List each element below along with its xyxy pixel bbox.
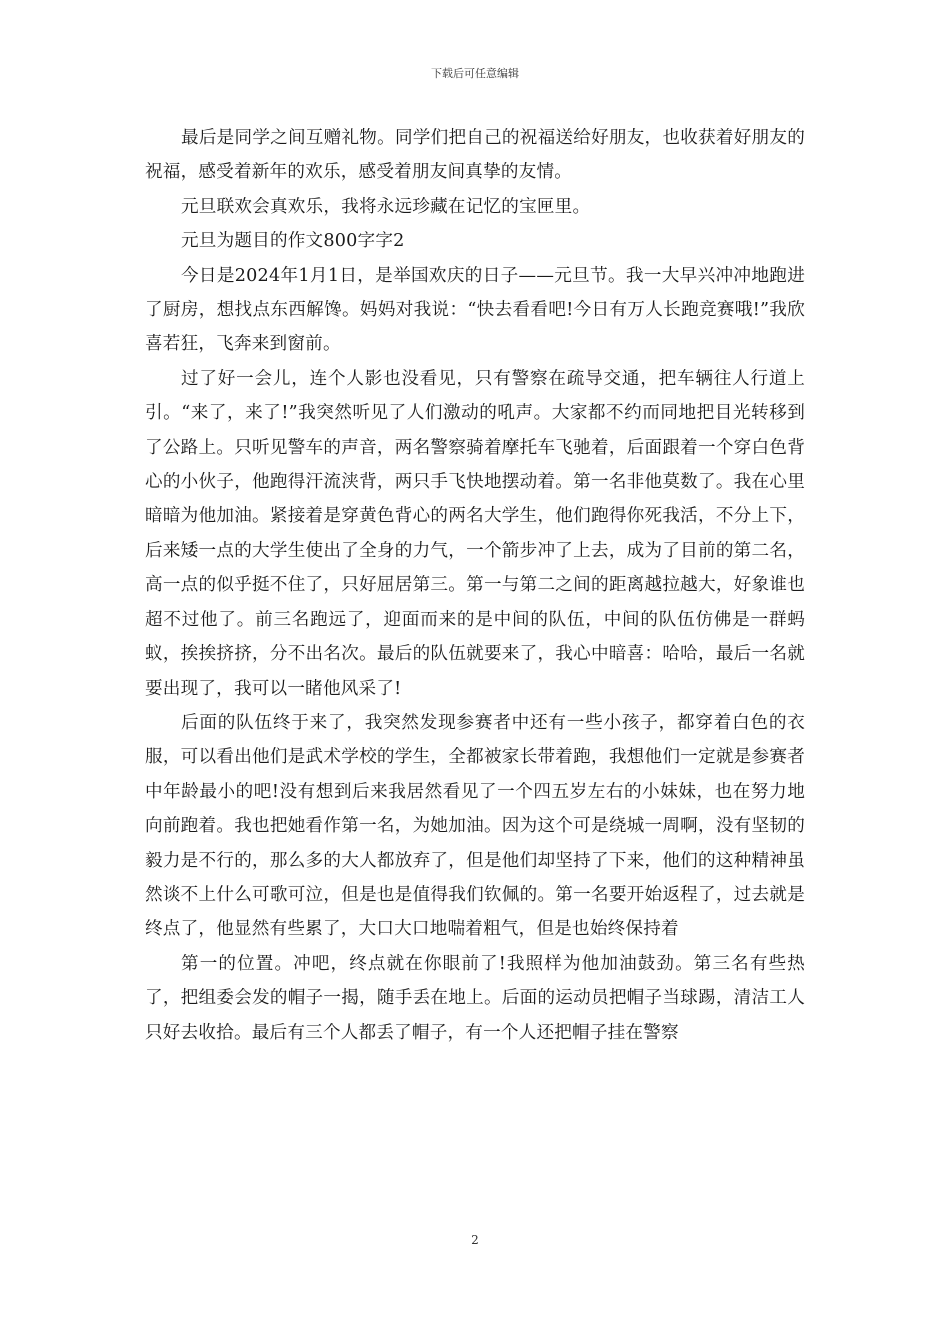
paragraph-children-runners: 后面的队伍终于来了，我突然发现参赛者中还有一些小孩子，都穿着白色的衣服，可以看出他们是武术学校的学生，全都被家长带着跑，我想他们一定就是参赛者中年龄最小的吧!没有想到后来我居然看见了一个四五岁左右的小妹妹，也在努力地向前跑着。我也把她看作第一名，为她加油。因为这个可是绕城一周啊，没有坚韧的毅力是不行的，那么多的大人都放弃了，但是他们却坚持了下来，他们的这种精神虽然谈不上什么可歌可泣，但是也是值得我们钦佩的。第一名要开始返程了，过去就是终点了，他显然有些累了，大口大口地喘着粗气，但是也始终保持着 bbox=[145, 712, 805, 940]
paragraph-memory: 元旦联欢会真欢乐，我将永远珍藏在记忆的宝匣里。 bbox=[181, 196, 591, 217]
page-header: 下载后可任意编辑 bbox=[431, 67, 519, 80]
page-number: 2 bbox=[471, 1233, 479, 1247]
paragraph-finish: 第一的位置。冲吧，终点就在你眼前了!我照样为他加油鼓劲。第三名有些热了，把组委会发的帽子一揭，随手丢在地上。后面的运动员把帽子当球踢，清洁工人只好去收拾。最后有三个人都丢了帽子，有一个人还把帽子挂在警察 bbox=[145, 953, 805, 1043]
essay-title: 元旦为题目的作文800字字2 bbox=[181, 231, 405, 252]
paragraph-new-year-day: 今日是2024年1月1日，是举国欢庆的日子——元旦节。我一大早兴冲冲地跑进了厨房，想找点东西解馋。妈妈对我说：“快去看看吧!今日有万人长跑竞赛哦!”我欣喜若狂，飞奔来到窗前。 bbox=[145, 265, 805, 355]
document-body bbox=[145, 121, 805, 1050]
paragraph-gifts: 最后是同学之间互赠礼物。同学们把自己的祝福送给好朋友，也收获着好朋友的祝福，感受着新年的欢乐，感受着朋友间真挚的友情。 bbox=[145, 128, 805, 183]
paragraph-race-start: 过了好一会儿，连个人影也没看见，只有警察在疏导交通，把车辆往人行道上引。“来了，来了!”我突然听见了人们激动的吼声。大家都不约而同地把目光转移到了公路上。只听见警车的声音，两名警察骑着摩托车飞驰着，后面跟着一个穿白色背心的小伙子，他跑得汗流浃背，两只手飞快地摆动着。第一名非他莫数了。我在心里暗暗为他加油。紧接着是穿黄色背心的两名大学生，他们跑得你死我活，不分上下，后来矮一点的大学生使出了全身的力气，一个箭步冲了上去，成为了目前的第二名，高一点的似乎挺不住了，只好屈居第三。第一与第二之间的距离越拉越大，好象谁也超不过他了。前三名跑远了，迎面而来的是中间的队伍，中间的队伍仿佛是一群蚂蚁，挨挨挤挤，分不出名次。最后的队伍就要来了，我心中暗喜：哈哈，最后一名就要出现了，我可以一睹他风采了! bbox=[145, 368, 805, 699]
